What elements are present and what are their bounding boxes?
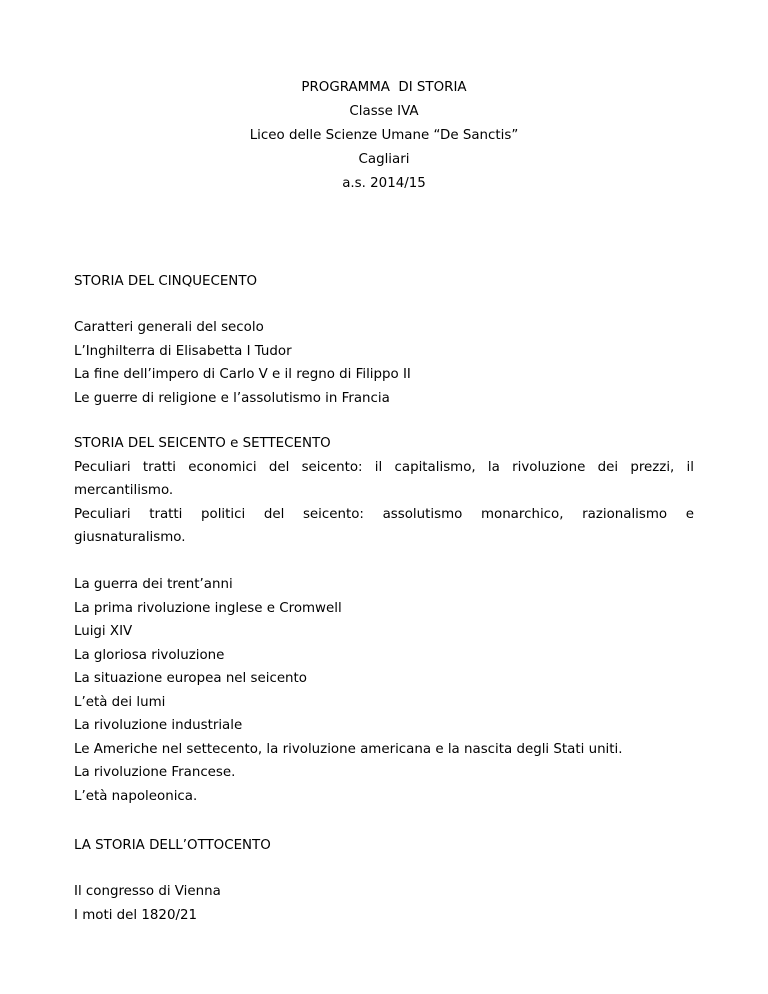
list-item: Caratteri generali del secolo (74, 320, 264, 335)
seicento-list (74, 573, 694, 808)
list-item: La rivoluzione Francese. (74, 765, 236, 780)
list-item: L’età dei lumi (74, 694, 166, 710)
class-label: Classe IVA (349, 104, 419, 119)
page-title: PROGRAMMA DI STORIA (301, 80, 467, 95)
list-item: La prima rivoluzione inglese e Cromwell (74, 600, 342, 616)
section-ottocento (74, 834, 694, 858)
list-item: La guerra dei trent’anni (74, 577, 233, 592)
list-item: La rivoluzione industriale (74, 718, 243, 733)
paragraph-line: giusnaturalismo. (74, 530, 186, 545)
list-item: I moti del 1820/21 (74, 907, 198, 923)
list-item: L’Inghilterra di Elisabetta I Tudor (74, 343, 292, 359)
cinquecento-list (74, 316, 694, 410)
school-year: a.s. 2014/15 (342, 176, 426, 191)
list-item: Luigi XIV (74, 624, 133, 639)
list-item: Il congresso di Vienna (74, 884, 221, 899)
section-cinquecento (74, 270, 694, 294)
list-item: La fine dell’impero di Carlo V e il regno di Filippo II (74, 367, 411, 382)
section-heading: STORIA DEL CINQUECENTO (74, 274, 258, 289)
section-heading: LA STORIA DELL’OTTOCENTO (74, 838, 271, 853)
document-header (0, 76, 768, 196)
list-item: La gloriosa rivoluzione (74, 647, 225, 663)
list-item: L’età napoleonica. (74, 788, 198, 804)
school-name: Liceo delle Scienze Umane “De Sanctis” (249, 128, 519, 143)
paragraph-line: Peculiari tratti economici del seicento: il capitalismo, la rivoluzione dei prezzi, il (74, 459, 694, 475)
paragraph-line: Peculiari tratti politici del seicento: assolutismo monarchico, razionalismo e (74, 506, 694, 522)
paragraph-line: mercantilismo. (74, 483, 174, 498)
city-name: Cagliari (358, 152, 410, 167)
list-item: Le Americhe nel settecento, la rivoluzione americana e la nascita degli Stati uniti. (74, 741, 623, 757)
list-item: Le guerre di religione e l’assolutismo in Francia (74, 390, 390, 406)
section-seicento (74, 432, 694, 550)
list-item: La situazione europea nel seicento (74, 671, 307, 686)
ottocento-list (74, 880, 694, 927)
section-heading: STORIA DEL SEICENTO e SETTECENTO (74, 436, 331, 451)
